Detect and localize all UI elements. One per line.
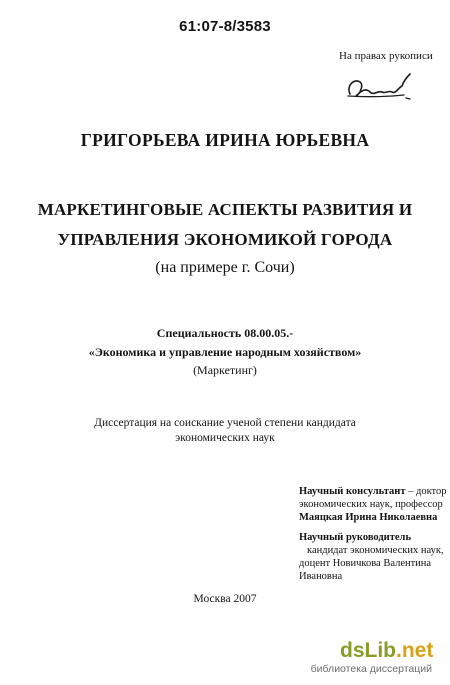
scientific-consultant-block xyxy=(299,485,447,524)
manuscript-rights-note: На правах рукописи xyxy=(339,50,433,62)
logo-part-net: .net xyxy=(396,639,434,662)
consultant-line-1 xyxy=(299,485,447,498)
dslib-subtitle: библиотека диссертаций xyxy=(310,663,432,675)
consultant-line-2: экономических наук, профессор xyxy=(299,499,443,510)
specialty-name: «Экономика и управление народным хозяйством» xyxy=(88,345,362,359)
specialty-code: Специальность 08.00.05.- xyxy=(156,326,294,340)
dissertation-title-line-1: МАРКЕТИНГОВЫЕ АСПЕКТЫ РАЗВИТИЯ И xyxy=(37,200,413,219)
dslib-logo xyxy=(340,638,432,664)
degree-statement-line-1: Диссертация на соискание ученой степени кандидата xyxy=(94,417,356,429)
supervisor-line-3: доцент Новичкова Валентина xyxy=(299,558,432,569)
catalog-number: 61:07-8/3583 xyxy=(179,18,271,35)
degree-statement-line-2: экономических наук xyxy=(175,432,275,444)
supervisor-label: Научный руководитель xyxy=(299,532,411,543)
scientific-supervisor-block xyxy=(299,531,444,583)
author-name: ГРИГОРЬЕВА ИРИНА ЮРЬЕВНА xyxy=(80,130,370,150)
handwritten-signature xyxy=(344,66,416,106)
place-and-year: Москва 2007 xyxy=(193,593,257,605)
consultant-label: Научный консультант xyxy=(299,486,406,497)
consultant-title: – доктор xyxy=(405,486,447,497)
supervisor-line-2: кандидат экономических наук, xyxy=(307,545,444,556)
logo-part-lib: Lib xyxy=(364,639,397,662)
logo-part-ds: ds xyxy=(340,639,365,662)
dissertation-subtitle: (на примере г. Сочи) xyxy=(155,259,295,276)
specialty-field: (Маркетинг) xyxy=(193,363,257,377)
consultant-name: Маяцкая Ирина Николаевна xyxy=(299,512,438,523)
supervisor-line-4: Ивановна xyxy=(299,571,343,582)
dissertation-title-line-2: УПРАВЛЕНИЯ ЭКОНОМИКОЙ ГОРОДА xyxy=(57,230,393,249)
